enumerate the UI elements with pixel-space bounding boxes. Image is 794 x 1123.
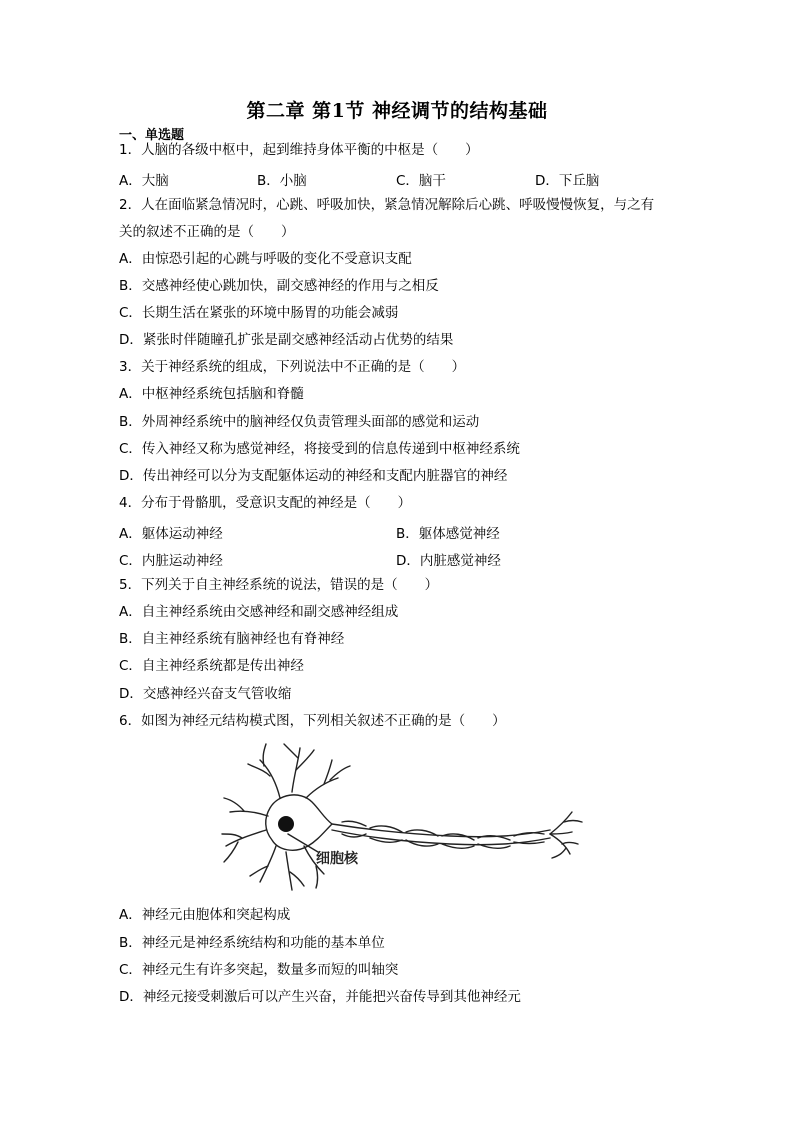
question-4-option-d: D．内脏感觉神经	[396, 553, 501, 569]
question-5-option-a: A．自主神经系统由交感神经和副交感神经组成	[119, 604, 399, 620]
question-3-stem: 3．关于神经系统的组成，下列说法中不正确的是（ ）	[119, 359, 466, 375]
question-3-option-c: C．传入神经又称为感觉神经，将接受到的信息传递到中枢神经系统	[119, 441, 520, 457]
question-6-option-d: D．神经元接受刺激后可以产生兴奋，并能把兴奋传导到其他神经元	[119, 989, 521, 1005]
question-5-option-b: B．自主神经系统有脑神经也有脊神经	[119, 631, 345, 647]
question-2-option-b: B．交感神经使心跳加快，副交感神经的作用与之相反	[119, 278, 439, 294]
question-2-stem-line-2: 关的叙述不正确的是（ ）	[119, 224, 295, 240]
question-6-option-a: A．神经元由胞体和突起构成	[119, 907, 291, 923]
question-2-option-a: A．由惊恐引起的心跳与呼吸的变化不受意识支配	[119, 251, 412, 267]
cell-body	[266, 795, 332, 850]
question-6-stem: 6．如图为神经元结构模式图，下列相关叙述不正确的是（ ）	[119, 713, 506, 729]
question-4-option-c: C．内脏运动神经	[119, 553, 223, 569]
nucleus	[278, 816, 294, 832]
section-heading: 一、单选题	[119, 128, 185, 143]
question-2-option-c: C．长期生活在紧张的环境中肠胃的功能会减弱	[119, 305, 399, 321]
question-5-option-c: C．自主神经系统都是传出神经	[119, 658, 304, 674]
question-6-option-c: C．神经元生有许多突起，数量多而短的叫轴突	[119, 962, 399, 978]
question-2-stem-line-1: 2．人在面临紧急情况时，心跳、呼吸加快，紧急情况解除后心跳、呼吸慢慢恢复，与之有	[119, 197, 655, 213]
question-5-stem: 5．下列关于自主神经系统的说法，错误的是（ ）	[119, 577, 439, 593]
question-4-option-b: B．躯体感觉神经	[396, 526, 500, 542]
question-1-option-a: A．大脑	[119, 173, 169, 189]
nucleus-label: 细胞核	[316, 851, 358, 867]
question-6-option-b: B．神经元是神经系统结构和功能的基本单位	[119, 935, 385, 951]
question-1-option-c: C．脑干	[396, 173, 446, 189]
neuron-diagram	[220, 742, 585, 897]
question-1-stem: 1．人脑的各级中枢中，起到维持身体平衡的中枢是（ ）	[119, 142, 479, 158]
question-4-option-a: A．躯体运动神经	[119, 526, 223, 542]
question-1-option-b: B．小脑	[257, 173, 307, 189]
question-3-option-b: B．外周神经系统中的脑神经仅负责管理头面部的感觉和运动	[119, 414, 480, 430]
question-4-stem: 4．分布于骨骼肌，受意识支配的神经是（ ）	[119, 495, 412, 511]
page-title: 第二章 第1节 神经调节的结构基础	[246, 100, 548, 122]
question-1-option-d: D．下丘脑	[535, 173, 600, 189]
question-5-option-d: D．交感神经兴奋支气管收缩	[119, 686, 292, 702]
question-2-option-d: D．紧张时伴随瞳孔扩张是副交感神经活动占优势的结果	[119, 332, 454, 348]
question-3-option-d: D．传出神经可以分为支配躯体运动的神经和支配内脏器官的神经	[119, 468, 508, 484]
question-3-option-a: A．中枢神经系统包括脑和脊髓	[119, 386, 304, 402]
